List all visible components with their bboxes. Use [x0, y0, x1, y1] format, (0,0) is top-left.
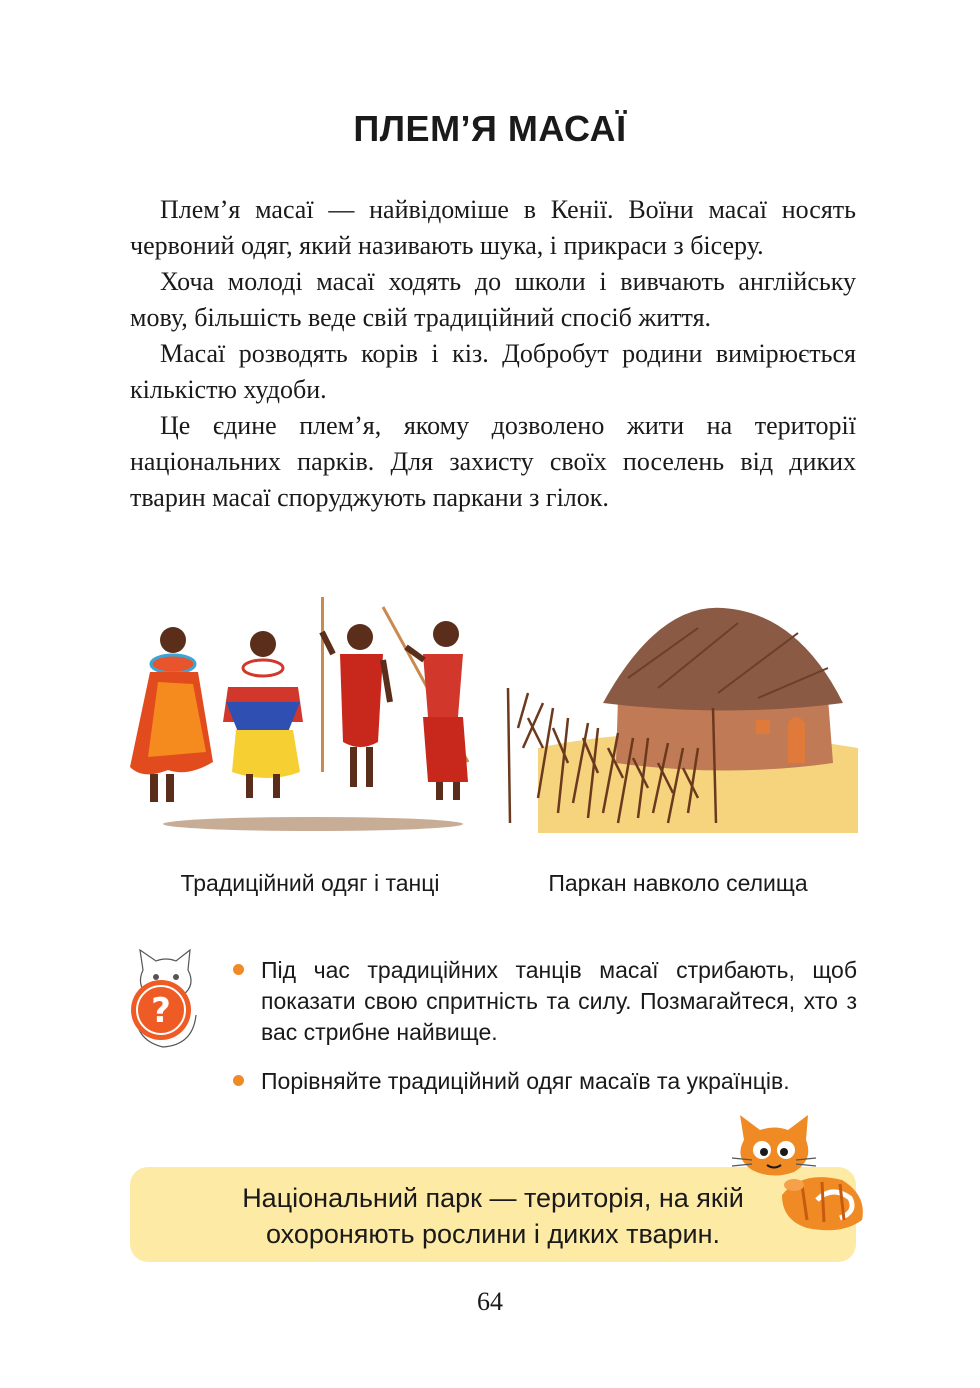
page-title: ПЛЕМ’Я МАСАЇ	[353, 108, 627, 149]
page-number: 64	[477, 1287, 503, 1316]
task-item-1	[233, 955, 857, 1048]
task-text-2: Порівняйте традиційний одяг масаїв та українців.	[261, 1068, 790, 1094]
hut-and-fence-illustration	[498, 598, 858, 833]
task-item-2	[233, 1066, 857, 1097]
caption-dancers: Традиційний одяг і танці	[180, 870, 440, 896]
task-list	[233, 955, 857, 1115]
bullet-icon	[233, 1075, 244, 1086]
question-cat-icon	[128, 945, 203, 1055]
caption-fence: Паркан навколо селища	[548, 870, 808, 896]
task-text-1: Під час традиційних танців масаї стрибають, щоб показати свою спритність та силу. Позмагайтеся, хто з вас стрибне найвище.	[261, 957, 857, 1045]
paragraph-4: Це єдине плем’я, якому дозволено жити на території національних парків. Для захисту своїх поселень від диких тварин масаї споруджують паркани з гілок.	[130, 411, 856, 512]
paragraph-3: Масаї розводять корів і кіз. Добробут родини вимірюється кількістю худоби.	[130, 339, 856, 404]
paragraph-2: Хоча молоді масаї ходять до школи і вивчають англійську мову, більшість веде свій традиційний спосіб життя.	[130, 267, 856, 332]
definition-line-2: охороняють рослини і диких тварин.	[265, 1219, 721, 1249]
svg-text:?: ?	[151, 991, 171, 1031]
main-text	[130, 192, 856, 516]
definition-line-1: Національний парк — територія, на якій	[242, 1183, 744, 1213]
bullet-icon	[233, 964, 244, 975]
maasai-dancers-illustration	[128, 592, 488, 837]
paragraph-1: Плем’я масаї — найвідоміше в Кенії. Воїни масаї носять червоний одяг, який називають шука, і прикраси з бісеру.	[130, 195, 856, 260]
orange-cat-icon	[722, 1110, 870, 1235]
